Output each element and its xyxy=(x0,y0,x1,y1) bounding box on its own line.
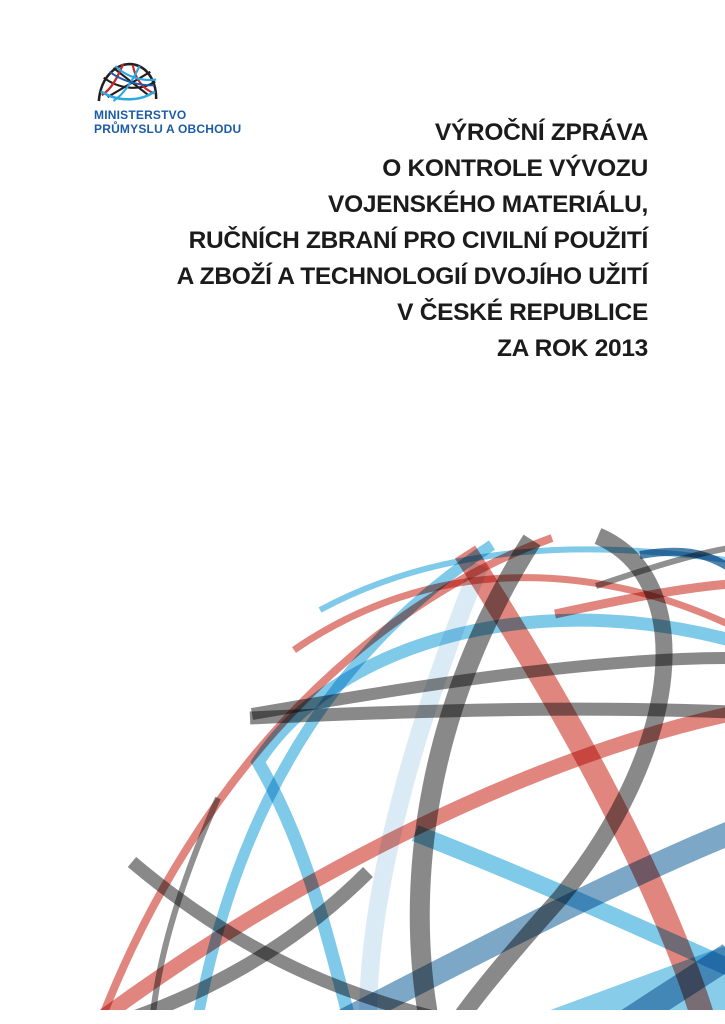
report-title-line: A ZBOŽÍ A TECHNOLOGIÍ DVOJÍHO UŽITÍ xyxy=(176,263,648,290)
report-title-line: V ČESKÉ REPUBLICE xyxy=(397,299,648,326)
report-title-line: O KONTROLE VÝVOZU xyxy=(382,155,648,182)
report-title-line: VOJENSKÉHO MATERIÁLU, xyxy=(328,191,648,218)
ministry-name-line2: PRŮMYSLU A OBCHODU xyxy=(94,121,242,136)
report-title-line: VÝROČNÍ ZPRÁVA xyxy=(434,119,648,146)
report-title-line: RUČNÍCH ZBRANÍ PRO CIVILNÍ POUŽITÍ xyxy=(188,227,648,254)
ministry-globe-icon xyxy=(94,60,162,107)
ministry-name-line1: MINISTERSTVO xyxy=(94,108,187,122)
report-title xyxy=(90,115,648,367)
report-title-line: ZA ROK 2013 xyxy=(496,335,648,362)
